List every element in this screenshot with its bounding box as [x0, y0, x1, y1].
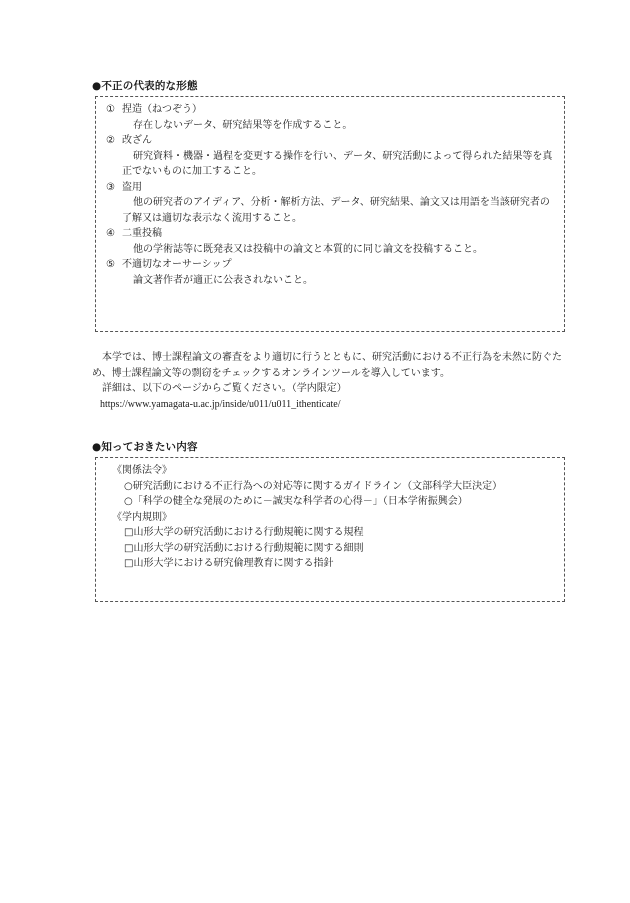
list-item: [106, 133, 556, 180]
intro-paragraph: [92, 350, 572, 412]
item-number: ⑤: [106, 259, 115, 270]
rule-link[interactable]: □山形大学における研究倫理教育に関する指針: [124, 558, 334, 569]
section-heading-references: ●知っておきたい内容: [92, 441, 198, 453]
laws-label: 《関係法令》: [112, 465, 172, 476]
item-title: 捏造（ねつぞう）: [122, 104, 202, 115]
ithenticate-link[interactable]: https://www.yamagata-u.ac.jp/inside/u011/u011_ithenticate/: [100, 398, 341, 410]
item-title: 盗用: [122, 181, 142, 193]
item-title: 二重投稿: [122, 228, 162, 239]
item-title: 不適切なオーサーシップ: [122, 259, 232, 270]
law-link[interactable]: ○研究活動における不正行為への対応等に関するガイドライン（文部科学大臣決定）: [124, 480, 503, 492]
item-body: 研究資料・機器・過程を変更する操作を行い、データ、研究活動によって得られた結果等を真正でないものに加工すること。: [122, 150, 553, 177]
item-number: ①: [106, 104, 115, 115]
item-body: 存在しないデータ、研究結果等を作成すること。: [133, 119, 353, 131]
references-box: [95, 457, 565, 602]
list-item: [106, 257, 556, 288]
item-number: ②: [106, 135, 115, 146]
list-item: [106, 180, 556, 227]
rule-link[interactable]: □山形大学の研究活動における行動規範に関する細則: [124, 542, 364, 554]
section-heading-misconduct: ●不正の代表的な形態: [92, 80, 198, 92]
item-number: ③: [106, 181, 115, 193]
intro-text: 本学では、博士課程論文の審査をより適切に行うとともに、研究活動における不正行為を未然に防ぐため、博士課程論文等の剽窃をチェックするオンラインツールを導入しています。: [92, 352, 562, 379]
item-number: ④: [106, 228, 115, 239]
item-title: 改ざん: [122, 135, 152, 146]
details-text: 詳細は、以下のページからご覧ください。（学内限定）: [102, 383, 347, 394]
list-item: [106, 226, 556, 257]
item-body: 他の研究者のアイディア、分析・解析方法、データ、研究結果、論文又は用語を当該研究者の了解又は適切な表示なく流用すること。: [122, 197, 550, 224]
list-item: [106, 102, 556, 133]
item-body: 論文著作者が適正に公表されないこと。: [133, 274, 313, 286]
rules-label: 《学内規則》: [112, 511, 172, 523]
item-body: 他の学術誌等に既発表又は投稿中の論文と本質的に同じ論文を投稿すること。: [133, 243, 483, 255]
misconduct-box: [95, 96, 565, 332]
law-link[interactable]: ○「科学の健全な発展のために－誠実な科学者の心得－」（日本学術振興会）: [124, 496, 468, 507]
rule-link[interactable]: □山形大学の研究活動における行動規範に関する規程: [124, 527, 364, 538]
